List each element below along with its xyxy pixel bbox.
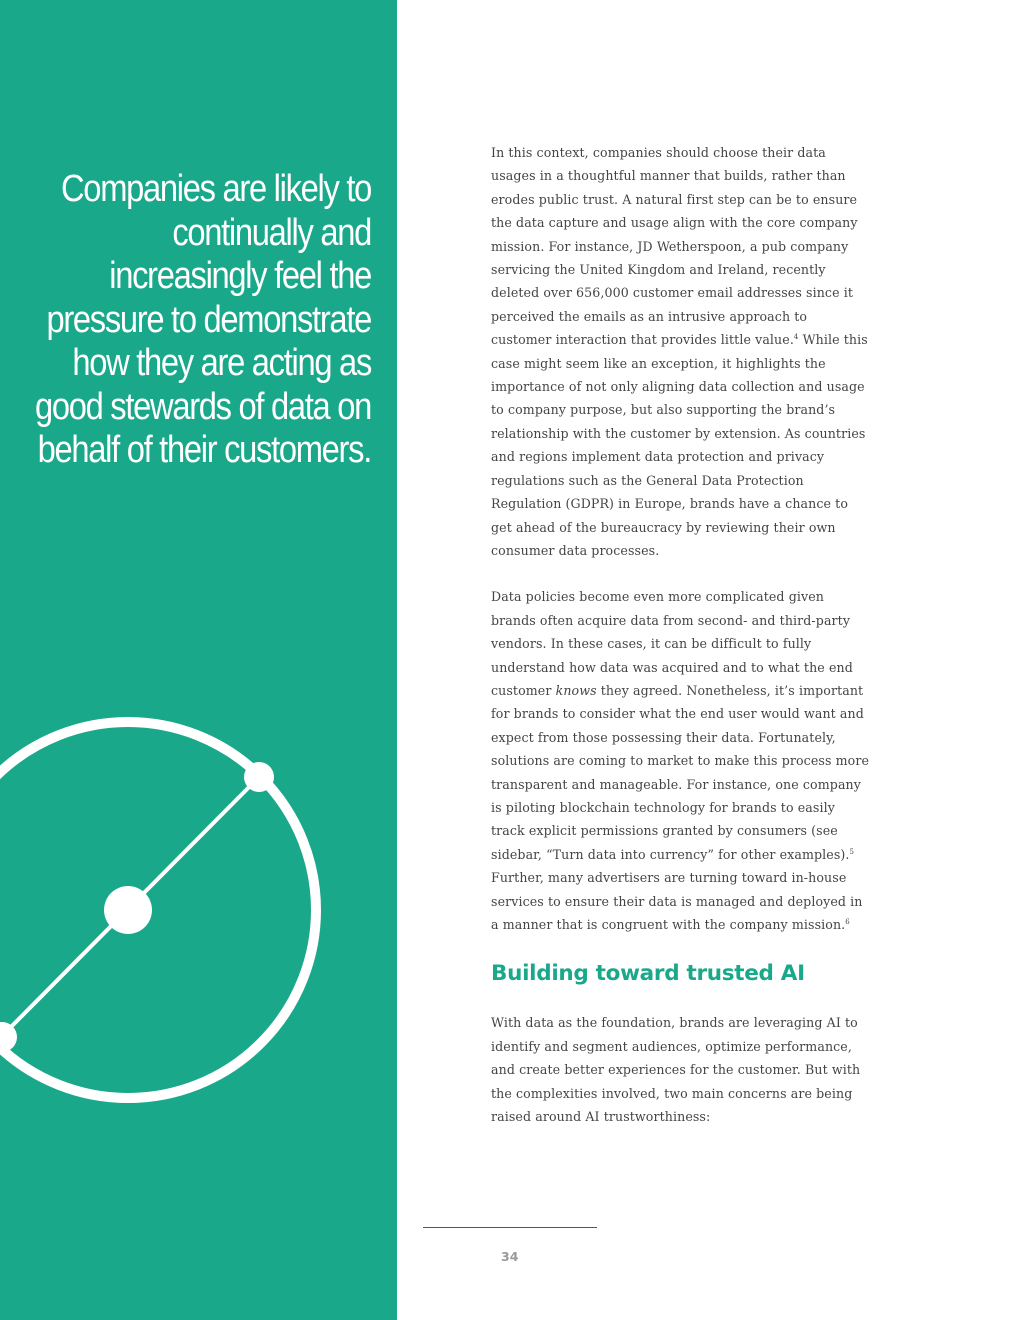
section-heading: Building toward trusted AI bbox=[491, 961, 805, 987]
paragraph-2-text-a: Data policies become even more complicated given brands often acquire data from second- and third-party vendors. In these cases, it can be difficult to fully understand how data was acquired and to what the end customer bbox=[491, 589, 853, 698]
footer-divider bbox=[423, 1227, 597, 1228]
paragraph-data-usage bbox=[491, 141, 871, 562]
paragraph-trusted-ai: With data as the foundation, brands are leveraging AI to identify and segment audiences, optimize performance, and create better experiences for the customer. But with the complexities involved, two main concerns are being raised around AI trustworthiness: bbox=[491, 1015, 861, 1125]
page-number: 34 bbox=[501, 1249, 519, 1264]
paragraph-data-policies bbox=[491, 585, 871, 936]
paragraph-2-text-b: they agreed. Nonetheless, it’s important for brands to consider what the end user would want and expect from those possessing their data. Fortunately, solutions are coming to market to make this process more transparent and manageable. For instance, one company is piloting blockchain technology for brands to easily track explicit permissions granted by consumers (see sidebar, “Turn data into currency” for other examples). bbox=[491, 682, 870, 862]
green-sidebar bbox=[0, 0, 397, 1320]
pull-quote: Companies are likely to continually and increasingly feel the pressure to demonstrate how they are acting as good stewards of data on behalf of their customers. bbox=[34, 168, 372, 471]
paragraph-1-text-b: While this case might seem like an exception, it highlights the importance of not only aligning data collection and usage to company purpose, but also supporting the brand’s relationship with the customer by extension. As countries and regions implement data protection and privacy regulations such as the General Data Protection Regulation (GDPR) in Europe, brands have a chance to get ahead of the bureaucracy by reviewing their own consumer data processes. bbox=[491, 332, 868, 558]
top-right-node bbox=[244, 762, 274, 792]
circle-diameter-nodes-icon bbox=[0, 700, 397, 1120]
paragraph-1-text-a: In this context, companies should choose their data usages in a thoughtful manner that builds, rather than erodes public trust. A natural first step can be to ensure the data capture and usage align with the core company mission. For instance, JD Wetherspoon, a pub company servicing the United Kingdom and Ireland, recently deleted over 656,000 customer email addresses since it perceived the emails as an intrusive approach to customer interaction that provides little value. bbox=[491, 145, 858, 348]
emphasis-knows: knows bbox=[555, 682, 597, 698]
footnote-ref-5: 5 bbox=[849, 847, 855, 856]
paragraph-2-text-c: Further, many advertisers are turning toward in-house services to ensure their data is managed and deployed in a manner that is congruent with the company mission. bbox=[491, 870, 863, 932]
footnote-ref-6: 6 bbox=[845, 918, 850, 926]
bottom-left-node bbox=[0, 1022, 17, 1052]
article-body bbox=[491, 141, 871, 1151]
center-node bbox=[104, 886, 152, 934]
footnote-ref-4: 4 bbox=[793, 333, 799, 342]
